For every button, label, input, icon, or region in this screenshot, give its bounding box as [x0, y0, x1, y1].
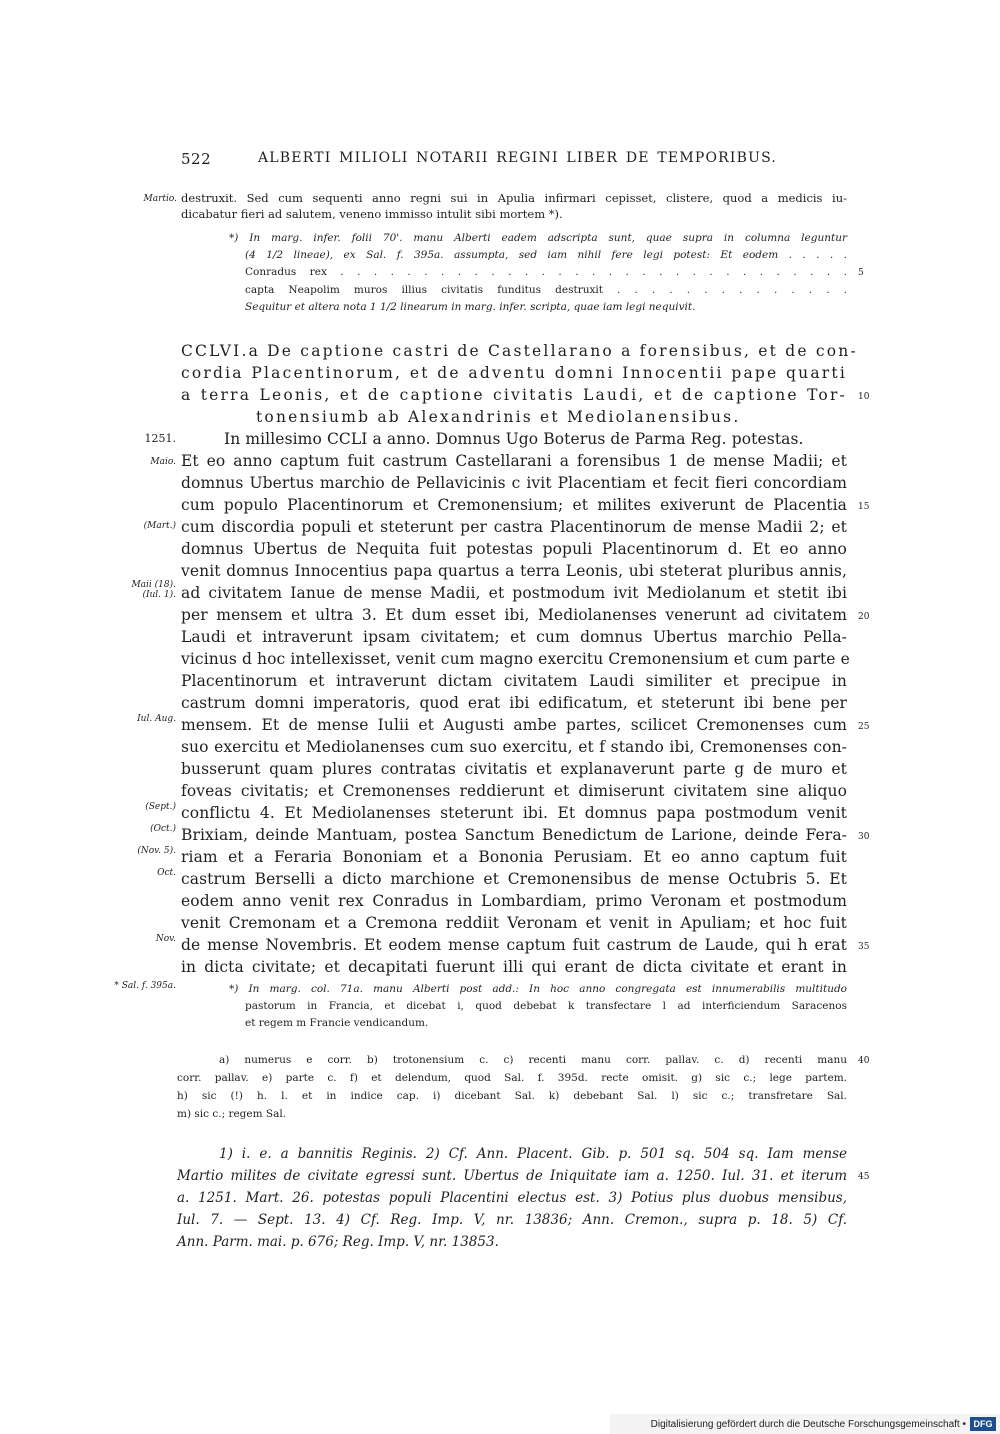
main-line-21: castrum Berselli a dicto marchione et Cremonensibus de mense Octubris 5. Et: [181, 870, 847, 888]
main-line-6: domnus Ubertus de Nequita fuit potestas populi Placentinorum d. Et eo anno: [181, 540, 847, 558]
margin-sept: (Sept.): [145, 802, 176, 812]
main-line-9: per mensem et ultra 3. Et dum esset ibi, Mediolanenses venerunt ad civitatem: [181, 606, 847, 624]
star-note-1-line-4: capta Neapolim muros illius civitatis funditus destruxit . . . . . . . . . . . . . .: [245, 284, 847, 296]
margin-oct-1: (Oct.): [150, 824, 176, 834]
margin-nov-5: (Nov. 5).: [137, 846, 176, 856]
top-line-1: destruxit. Sed cum sequenti anno regni sui in Apulia infirmari cepisset, clistere, quod a medicis iu-: [181, 191, 847, 205]
star-note-1-line-2: (4 1/2 lineae), ex Sal. f. 395a. assumpta, sed iam nihil fere legi potest: Et eodem . . . . .: [245, 249, 847, 261]
footer-dash: •: [959, 1418, 966, 1430]
digitization-footer: [610, 1414, 1000, 1434]
line-number-35: 35: [858, 942, 870, 952]
dfg-logo: DFG: [970, 1417, 996, 1431]
apparatus-line-1: a) numerus e corr. b) trotonensium c. c) recenti manu corr. pallav. c. d) recenti manu: [219, 1054, 847, 1066]
main-line-23: venit Cremonam et a Cremona reddiit Veronam et venit in Apuliam; et hoc fuit: [181, 914, 847, 932]
margin-sal-ref: * Sal. f. 395a.: [114, 981, 176, 991]
margin-oct-2: Oct.: [157, 868, 176, 878]
main-line-25: in dicta civitate; et decapitati fuerunt illi qui erant de dicta civitate et erant in: [181, 958, 847, 976]
line-number-20: 20: [858, 612, 870, 622]
main-line-1: In millesimo CCLI a anno. Domnus Ugo Boterus de Parma Reg. potestas.: [224, 430, 804, 448]
main-line-3: domnus Ubertus marchio de Pellavicinis c ivit Placentiam et fecit fieri concordiam: [181, 474, 847, 492]
margin-maio: Maio.: [150, 457, 176, 467]
footnote-line-3: a. 1251. Mart. 26. potestas populi Placentini electus est. 3) Potius plus duobus mensibus,: [177, 1190, 847, 1206]
margin-year: 1251.: [144, 432, 176, 445]
main-line-17: foveas civitatis; et Cremonenses reddierunt et dimiserunt civitatem sine aliquo: [181, 782, 847, 800]
line-number-45: 45: [858, 1172, 870, 1182]
main-line-24: de mense Novembris. Et eodem mense captum fuit castrum de Laude, qui h erat: [181, 936, 847, 954]
star-note-1-line-1: *) In marg. infer. folii 70'. manu Alberti eadem adscripta sunt, quae supra in columna leguntur: [229, 232, 847, 244]
main-line-5: cum discordia populi et steterunt per castra Placentinorum de mense Madii 2; et: [181, 518, 847, 536]
footnote-line-1: 1) i. e. a bannitis Reginis. 2) Cf. Ann. Placent. Gib. p. 501 sq. 504 sq. Iam mense: [219, 1146, 847, 1162]
main-line-14: mensem. Et de mense Iulii et Augusti ambe partes, scilicet Cremonenses cum: [181, 716, 847, 734]
main-line-13: castrum domni imperatoris, quod erat ibi edificatum, et steterunt ibi bene per: [181, 694, 847, 712]
main-line-12: Placentinorum et intraverunt dictam civitatem Laudi similiter et precipue in: [181, 672, 847, 690]
chapter-heading-line-2: cordia Placentinorum, et de adventu domni Innocentii pape quarti: [181, 364, 847, 382]
line-number-5: 5: [858, 268, 864, 278]
chapter-heading-line-1: CCLVI.a De captione castri de Castellarano a forensibus, et de con-: [181, 342, 858, 360]
main-line-20: riam et a Feraria Bononiam et a Bononia Perusiam. Et eo anno captum fuit: [181, 848, 847, 866]
line-number-15: 15: [858, 502, 870, 512]
main-line-19: Brixiam, deinde Mantuam, postea Sanctum Benedictum de Larione, deinde Fera-: [181, 826, 847, 844]
main-line-18: conflictu 4. Et Mediolanenses steterunt ibi. Et domnus papa postmodum venit: [181, 804, 847, 822]
main-line-2: Et eo anno captum fuit castrum Castellarani a forensibus 1 de mense Madii; et: [181, 452, 847, 470]
footnote-line-2: Martio milites de civitate egressi sunt. Ubertus de Iniquitate iam a. 1250. Iul. 31. et iterum: [177, 1168, 847, 1184]
chapter-heading-line-4: tonensiumb ab Alexandrinis et Mediolanensibus.: [256, 408, 741, 426]
main-line-10: Laudi et intraverunt ipsam civitatem; et cum domnus Ubertus marchio Pella-: [181, 628, 847, 646]
margin-note-martio: Martio.: [143, 194, 177, 204]
star-note-2-line-3: et regem m Francie vendicandum.: [245, 1017, 429, 1029]
page-number: 522: [181, 150, 212, 168]
main-line-8: ad civitatem Ianue de mense Madii, et postmodum ivit Mediolanum et stetit ibi: [181, 584, 847, 602]
footer-text: Digitalisierung gefördert durch die Deutsche Forschungsgemeinschaft: [650, 1418, 960, 1430]
line-number-40: 40: [858, 1056, 870, 1066]
footnote-line-4: Iul. 7. — Sept. 13. 4) Cf. Reg. Imp. V, nr. 13836; Ann. Cremon., supra p. 18. 5) Cf.: [177, 1212, 847, 1228]
margin-iul-aug: Iul. Aug.: [137, 714, 176, 724]
main-line-22: eodem anno venit rex Conradus in Lombardiam, primo Veronam et postmodum: [181, 892, 847, 910]
main-line-11: vicinus d hoc intellexisset, venit cum magno exercitu Cremonensium et cum parte e: [181, 650, 850, 668]
line-number-30: 30: [858, 832, 870, 842]
star-note-2-line-1: *) In marg. col. 71a. manu Alberti post add.: In hoc anno congregata est innumerabilis multitudo: [229, 983, 847, 995]
main-line-16: busserunt quam plures contratas civitatis et explanaverunt parte g de muro et: [181, 760, 847, 778]
line-number-10: 10: [858, 392, 870, 402]
margin-iul-1: (Iul. 1).: [142, 590, 176, 600]
top-line-2: dicabatur fieri ad salutem, veneno immisso intulit sibi mortem *).: [181, 207, 563, 221]
star-note-2-line-2: pastorum in Francia, et dicebat i, quod debebat k transfectare l ad interficiendum Saracenos: [245, 1000, 847, 1012]
main-line-4: cum populo Placentinorum et Cremonensium; et milites exiverunt de Placentia: [181, 496, 847, 514]
footnote-line-5: Ann. Parm. mai. p. 676; Reg. Imp. V, nr. 13853.: [177, 1234, 499, 1250]
apparatus-line-3: h) sic (!) h. l. et in indice cap. i) dicebant Sal. k) debebant Sal. l) sic c.; transfretare Sal.: [177, 1090, 847, 1102]
apparatus-line-2: corr. pallav. e) parte c. f) et delendum, quod Sal. f. 395d. recte omisit. g) sic c.; lege partem.: [177, 1072, 847, 1084]
main-line-15: suo exercitu et Mediolanenses cum suo exercitu, et f stando ibi, Cremonenses con-: [181, 738, 847, 756]
running-title: ALBERTI MILIOLI NOTARII REGINI LIBER DE TEMPORIBUS.: [258, 150, 778, 166]
margin-mart: (Mart.): [143, 521, 176, 531]
margin-maii: Maii (18).: [131, 580, 176, 590]
apparatus-line-4: m) sic c.; regem Sal.: [177, 1108, 287, 1120]
main-line-7: venit domnus Innocentius papa quartus a terra Leonis, ubi steterat pluribus annis,: [181, 562, 847, 580]
chapter-heading-line-3: a terra Leonis, et de captione civitatis Laudi, et de captione Tor-: [181, 386, 847, 404]
star-note-1-line-3: Conradus rex . . . . . . . . . . . . . . . . . . . . . . . . . . . . . . .: [245, 266, 847, 278]
line-number-25: 25: [858, 722, 870, 732]
margin-nov: Nov.: [155, 934, 176, 944]
star-note-1-line-5: Sequitur et altera nota 1 1/2 linearum in marg. infer. scripta, quae iam legi nequivit.: [245, 301, 696, 313]
